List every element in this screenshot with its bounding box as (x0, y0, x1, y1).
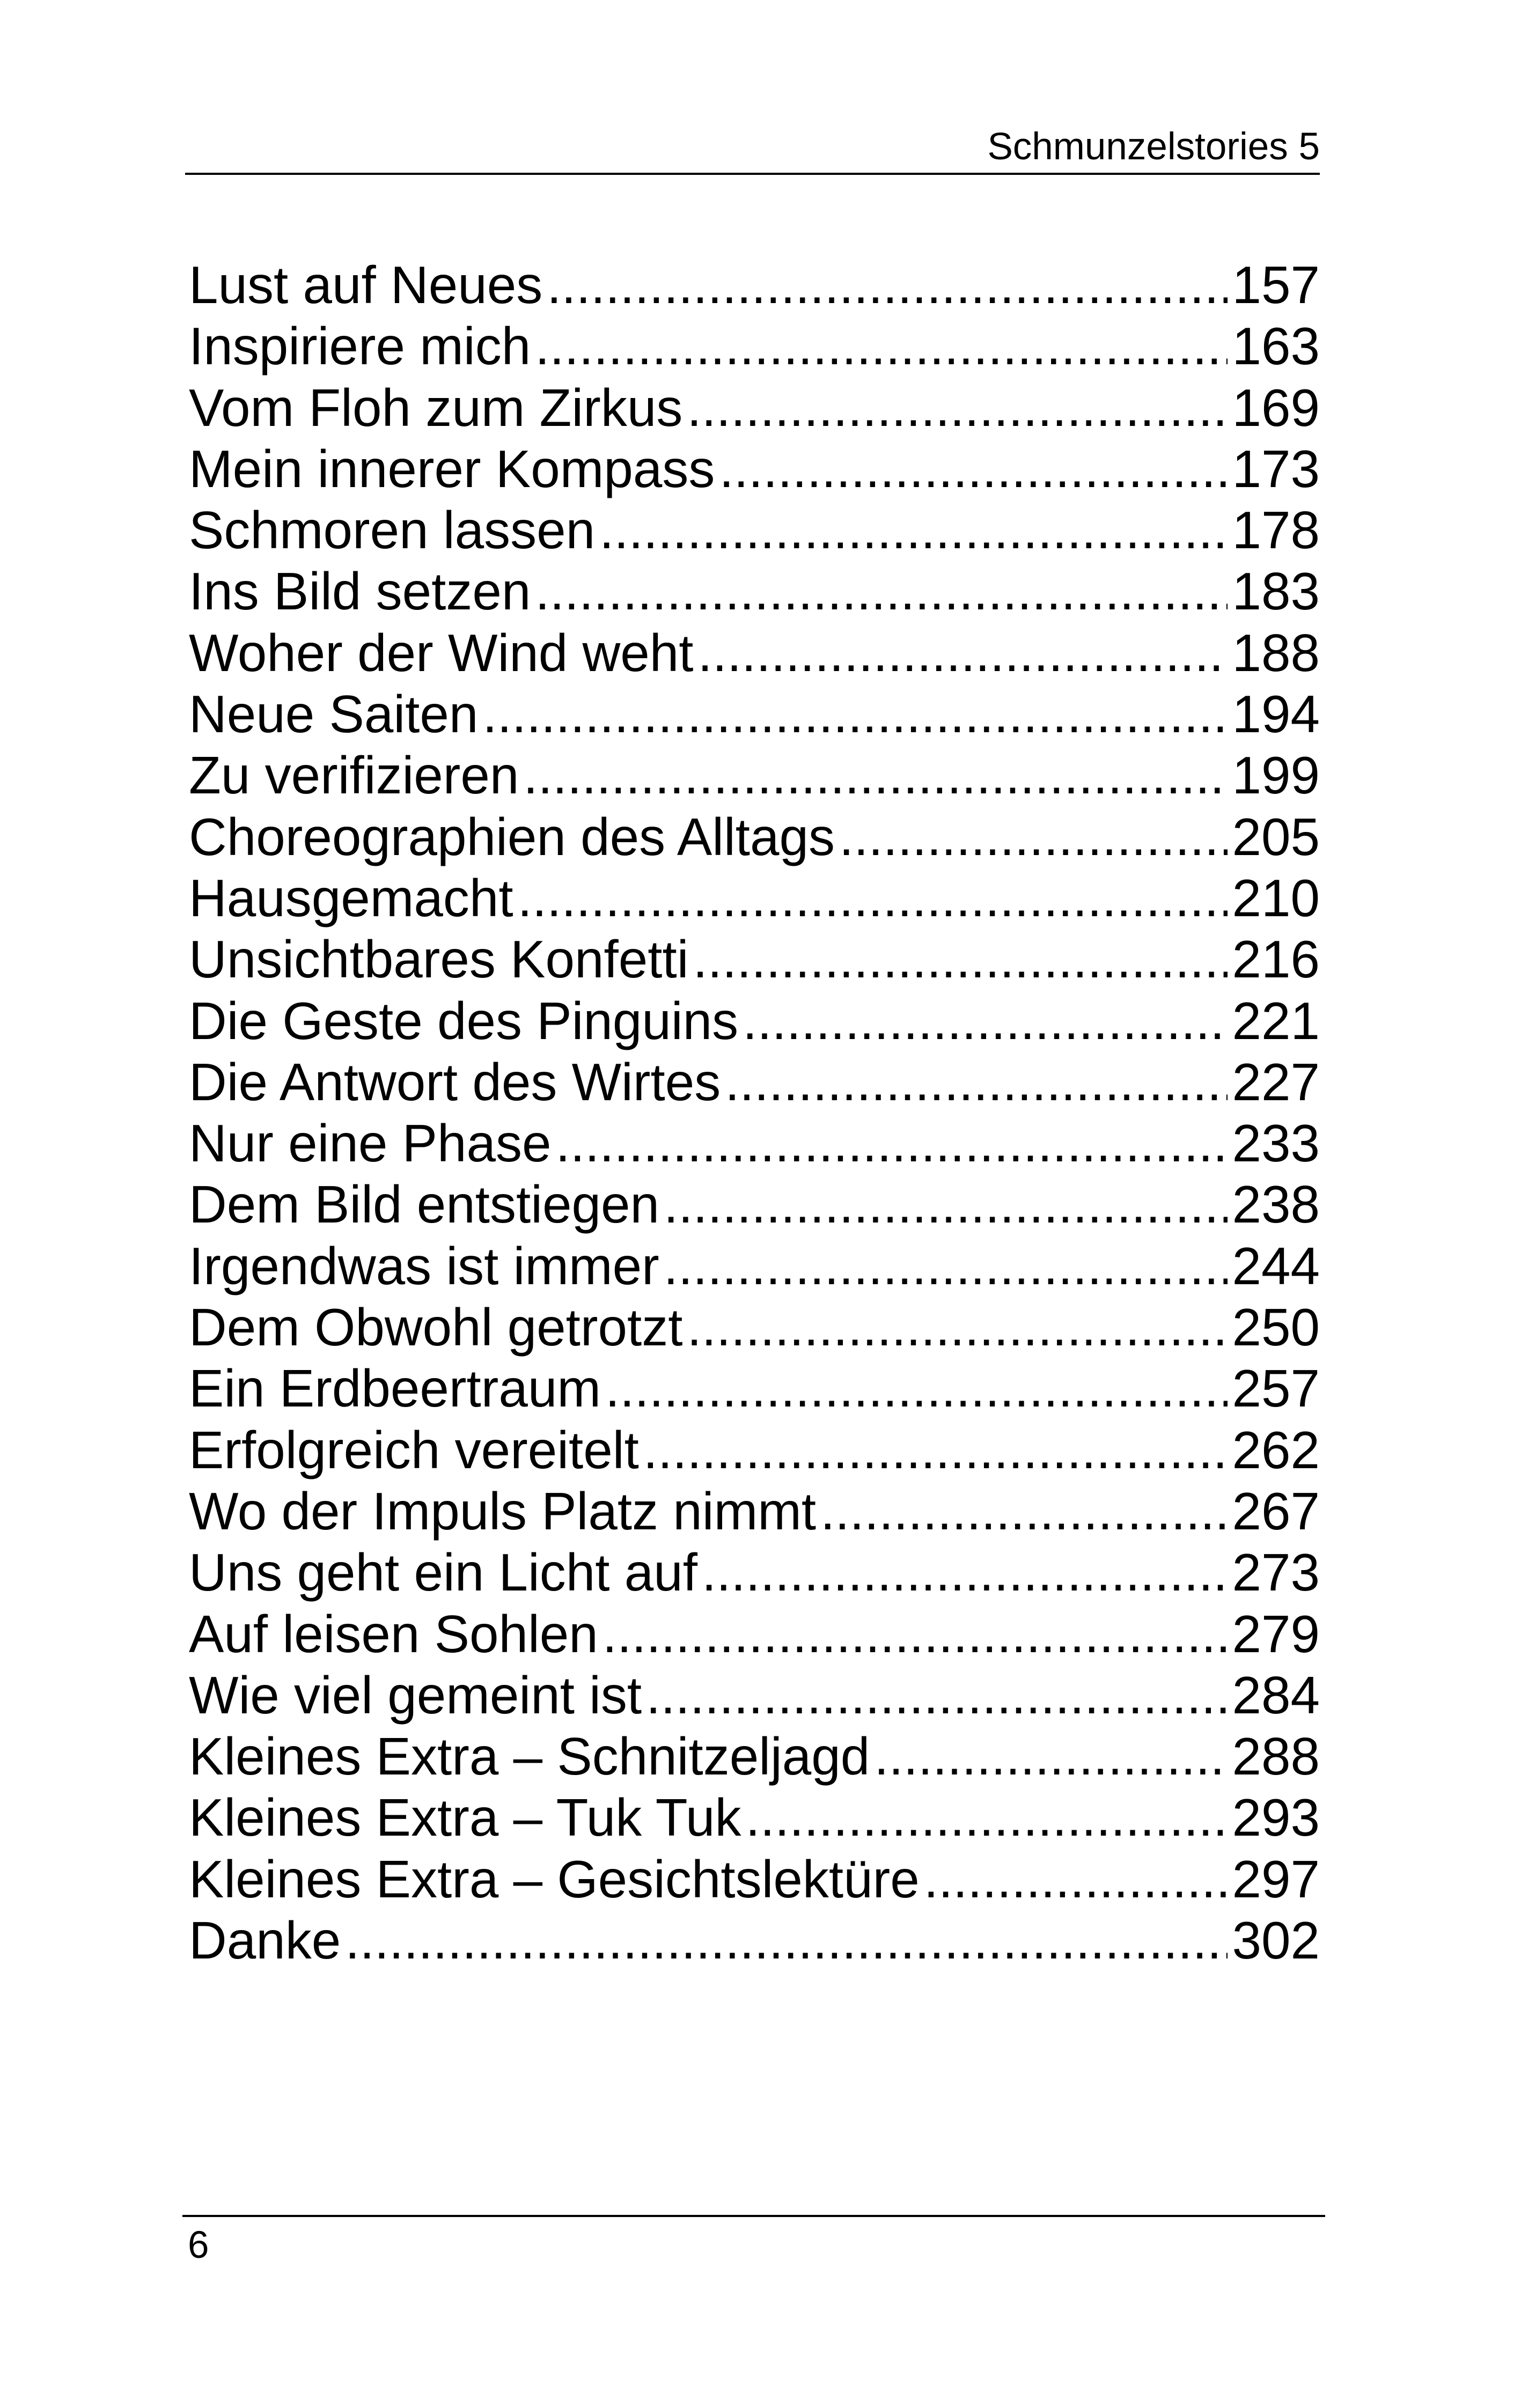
toc-entry-title: Unsichtbares Konfetti (189, 930, 689, 989)
toc-entry-page: 178 (1232, 500, 1320, 560)
toc-entry (189, 1481, 1320, 1542)
toc-entry-page: 250 (1232, 1298, 1320, 1357)
dot-leader (687, 1297, 1228, 1358)
dot-leader (725, 1051, 1228, 1113)
toc-entry (189, 1174, 1320, 1235)
toc-entry-title: Wie viel gemeint ist (189, 1665, 642, 1725)
dot-leader (523, 745, 1228, 806)
toc-entry-page: 199 (1232, 746, 1320, 805)
toc-entry (189, 1787, 1320, 1848)
toc-entry (189, 1358, 1320, 1419)
toc-entry (189, 1542, 1320, 1603)
toc-entry-page: 188 (1232, 623, 1320, 682)
dot-leader (602, 1603, 1228, 1665)
toc-entry-title: Ein Erdbeertraum (189, 1359, 601, 1418)
toc-entry-page: 262 (1232, 1420, 1320, 1479)
dot-leader (664, 1174, 1228, 1235)
toc-entry-title: Wo der Impuls Platz nimmt (189, 1481, 817, 1541)
toc-entry (189, 1910, 1320, 1971)
toc-entry-title: Uns geht ein Licht auf (189, 1543, 697, 1602)
toc-entry-title: Woher der Wind weht (189, 623, 694, 682)
toc-entry-page: 169 (1232, 378, 1320, 437)
toc-entry (189, 622, 1320, 683)
toc-entry-title: Kleines Extra – Schnitzeljagd (189, 1727, 870, 1786)
toc-entry-page: 244 (1232, 1236, 1320, 1295)
dot-leader (839, 806, 1228, 867)
toc-entry-page: 273 (1232, 1543, 1320, 1602)
dot-leader (535, 561, 1228, 622)
dot-leader (697, 622, 1228, 683)
toc-entry-title: Zu verifizieren (189, 746, 519, 805)
toc-entry-title: Vom Floh zum Zirkus (189, 378, 683, 437)
dot-leader (687, 377, 1228, 438)
table-of-contents (189, 254, 1320, 1971)
dot-leader (646, 1665, 1228, 1726)
dot-leader (874, 1726, 1228, 1787)
toc-entry-page: 157 (1232, 255, 1320, 314)
toc-entry (189, 1235, 1320, 1297)
footer-rule (182, 2215, 1325, 2217)
toc-entry-title: Irgendwas ist immer (189, 1236, 659, 1295)
toc-entry-page: 221 (1232, 991, 1320, 1050)
toc-entry (189, 254, 1320, 315)
toc-entry-page: 279 (1232, 1604, 1320, 1663)
dot-leader (599, 499, 1228, 561)
toc-entry-title: Mein innerer Kompass (189, 439, 715, 498)
toc-entry-title: Dem Bild entstiegen (189, 1175, 660, 1234)
dot-leader (556, 1113, 1228, 1174)
toc-entry (189, 1603, 1320, 1665)
toc-entry-page: 233 (1232, 1114, 1320, 1173)
dot-leader (345, 1910, 1228, 1971)
dot-leader (482, 683, 1228, 745)
toc-entry-title: Danke (189, 1911, 341, 1970)
toc-entry-page: 163 (1232, 316, 1320, 376)
toc-entry-page: 183 (1232, 562, 1320, 621)
toc-entry (189, 1113, 1320, 1174)
toc-entry (189, 1419, 1320, 1481)
toc-entry-page: 257 (1232, 1359, 1320, 1418)
toc-entry-title: Schmoren lassen (189, 500, 596, 560)
dot-leader (743, 990, 1228, 1051)
toc-entry (189, 499, 1320, 561)
toc-entry (189, 377, 1320, 438)
dot-leader (605, 1358, 1228, 1419)
dot-leader (693, 929, 1228, 990)
toc-entry (189, 745, 1320, 806)
toc-entry-title: Dem Obwohl getrotzt (189, 1298, 683, 1357)
dot-leader (664, 1235, 1228, 1297)
dot-leader (702, 1542, 1228, 1603)
toc-entry (189, 1297, 1320, 1358)
toc-entry-page: 293 (1232, 1788, 1320, 1847)
toc-entry-title: Kleines Extra – Tuk Tuk (189, 1788, 741, 1847)
toc-entry-title: Die Antwort des Wirtes (189, 1052, 721, 1111)
toc-entry-page: 205 (1232, 807, 1320, 866)
dot-leader (547, 254, 1228, 315)
toc-entry-title: Erfolgreich vereitelt (189, 1420, 639, 1479)
dot-leader (518, 867, 1228, 929)
toc-entry-title: Nur eine Phase (189, 1114, 552, 1173)
toc-entry-title: Die Geste des Pinguins (189, 991, 739, 1050)
dot-leader (745, 1787, 1228, 1848)
toc-entry (189, 1051, 1320, 1113)
toc-entry (189, 561, 1320, 622)
toc-entry (189, 438, 1320, 499)
toc-entry-title: Neue Saiten (189, 684, 479, 744)
toc-entry-title: Inspiriere mich (189, 316, 531, 376)
toc-entry (189, 990, 1320, 1051)
toc-entry-page: 210 (1232, 868, 1320, 927)
toc-entry-page: 288 (1232, 1727, 1320, 1786)
toc-entry-page: 302 (1232, 1911, 1320, 1970)
dot-leader (820, 1481, 1228, 1542)
toc-entry-title: Kleines Extra – Gesichtslektüre (189, 1849, 920, 1909)
toc-entry (189, 1665, 1320, 1726)
header-rule (185, 173, 1320, 175)
toc-entry-page: 267 (1232, 1481, 1320, 1541)
toc-entry (189, 1849, 1320, 1910)
toc-entry (189, 1726, 1320, 1787)
toc-entry (189, 806, 1320, 867)
toc-entry (189, 867, 1320, 929)
toc-entry (189, 683, 1320, 745)
toc-entry-page: 216 (1232, 930, 1320, 989)
toc-entry-page: 297 (1232, 1849, 1320, 1909)
toc-entry-title: Lust auf Neues (189, 255, 543, 314)
toc-entry-page: 227 (1232, 1052, 1320, 1111)
toc-entry-title: Ins Bild setzen (189, 562, 531, 621)
dot-leader (719, 438, 1228, 499)
dot-leader (643, 1419, 1228, 1481)
toc-entry-page: 284 (1232, 1665, 1320, 1725)
toc-entry-page: 173 (1232, 439, 1320, 498)
dot-leader (535, 315, 1228, 377)
toc-entry (189, 929, 1320, 990)
toc-entry-title: Hausgemacht (189, 868, 513, 927)
toc-entry (189, 315, 1320, 377)
toc-entry-page: 194 (1232, 684, 1320, 744)
running-header-title: Schmunzelstories 5 (987, 126, 1320, 168)
toc-entry-page: 238 (1232, 1175, 1320, 1234)
page-number: 6 (188, 2224, 209, 2266)
toc-entry-title: Choreographien des Alltags (189, 807, 835, 866)
dot-leader (924, 1849, 1228, 1910)
toc-entry-title: Auf leisen Sohlen (189, 1604, 598, 1663)
